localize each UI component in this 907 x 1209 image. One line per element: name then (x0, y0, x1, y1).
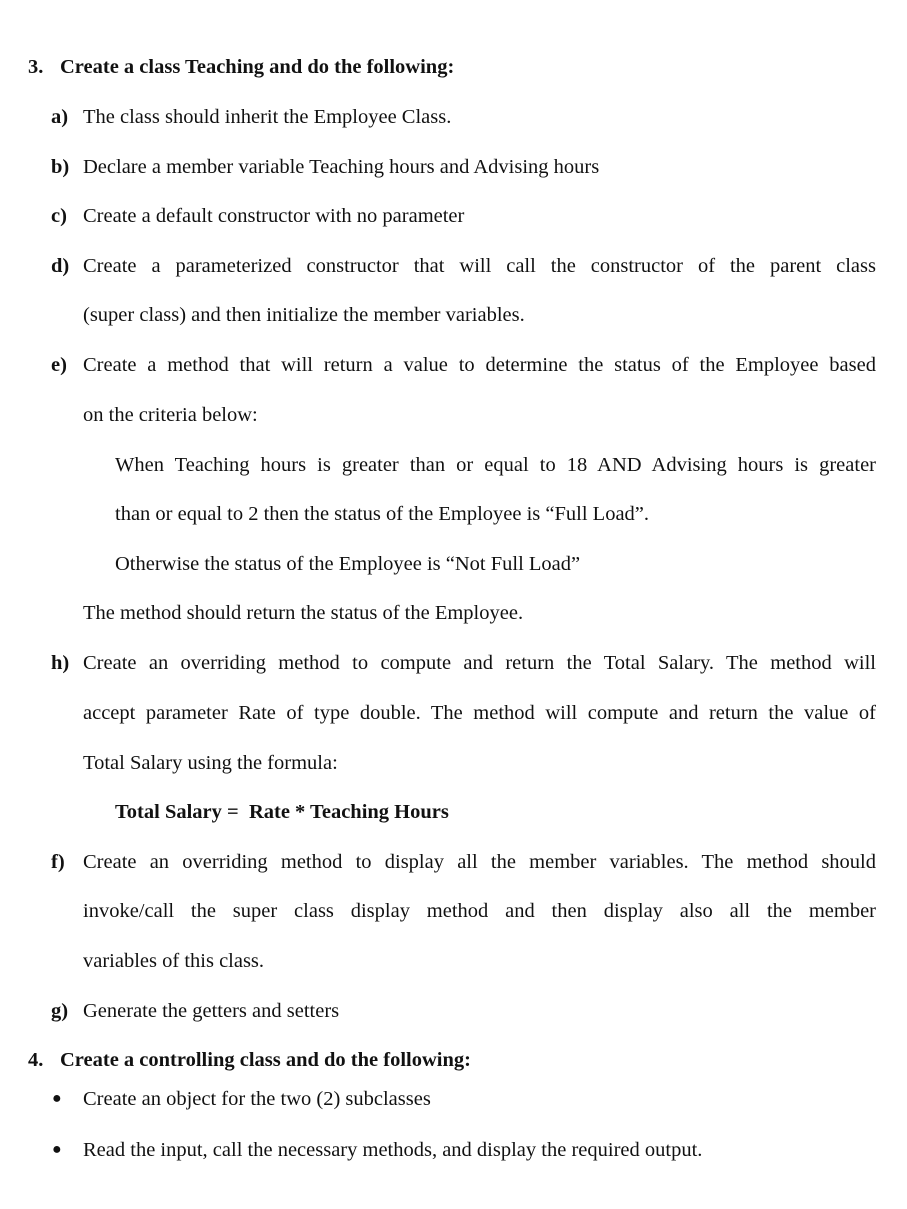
item-b-label: b) (51, 156, 70, 178)
item-e-closing: The method should return the status of the Employee. (83, 602, 524, 624)
item-h-line3: Total Salary using the formula: (83, 752, 338, 774)
salary-formula: Total Salary = Rate * Teaching Hours (115, 801, 449, 823)
item-c-label: c) (51, 205, 67, 227)
section-4-heading: Create a controlling class and do the following: (60, 1049, 471, 1071)
item-f-line1: Create an overriding method to display all the member variables. The method should (83, 851, 876, 873)
item-f-line3: variables of this class. (83, 950, 265, 972)
bullet-icon: ● (52, 1090, 62, 1107)
item-g-label: g) (51, 1000, 69, 1022)
criteria-full-load-line1: When Teaching hours is greater than or equal to 18 AND Advising hours is greater (115, 454, 876, 476)
criteria-full-load-line2: than or equal to 2 then the status of the Employee is “Full Load”. (115, 503, 650, 525)
item-d-line1: Create a parameterized constructor that will call the constructor of the parent class (83, 255, 876, 277)
item-a-text: The class should inherit the Employee Class. (83, 106, 452, 128)
section-3-heading: Create a class Teaching and do the following: (60, 56, 455, 78)
item-b-text: Declare a member variable Teaching hours and Advising hours (83, 156, 600, 178)
item-d-line2: (super class) and then initialize the member variables. (83, 304, 525, 326)
item-h-line1: Create an overriding method to compute and return the Total Salary. The method will (83, 652, 876, 674)
item-a-label: a) (51, 106, 69, 128)
item-h-line2: accept parameter Rate of type double. The method will compute and return the value of (83, 702, 876, 724)
item-f-label: f) (51, 851, 65, 873)
bullet-item-2: Read the input, call the necessary methods, and display the required output. (83, 1139, 703, 1161)
item-e-line1: Create a method that will return a value to determine the status of the Employee based (83, 354, 876, 376)
item-e-line2: on the criteria below: (83, 404, 258, 426)
item-d-label: d) (51, 255, 70, 277)
item-f-line2: invoke/call the super class display method and then display also all the member (83, 900, 876, 922)
criteria-not-full-load: Otherwise the status of the Employee is “Not Full Load” (115, 553, 581, 575)
item-e-label: e) (51, 354, 67, 376)
bullet-icon: ● (52, 1141, 62, 1158)
item-c-text: Create a default constructor with no parameter (83, 205, 465, 227)
section-3-number: 3. (28, 56, 44, 78)
item-g-text: Generate the getters and setters (83, 1000, 340, 1022)
bullet-item-1: Create an object for the two (2) subclasses (83, 1088, 431, 1110)
item-h-label: h) (51, 652, 70, 674)
section-4-number: 4. (28, 1049, 44, 1071)
